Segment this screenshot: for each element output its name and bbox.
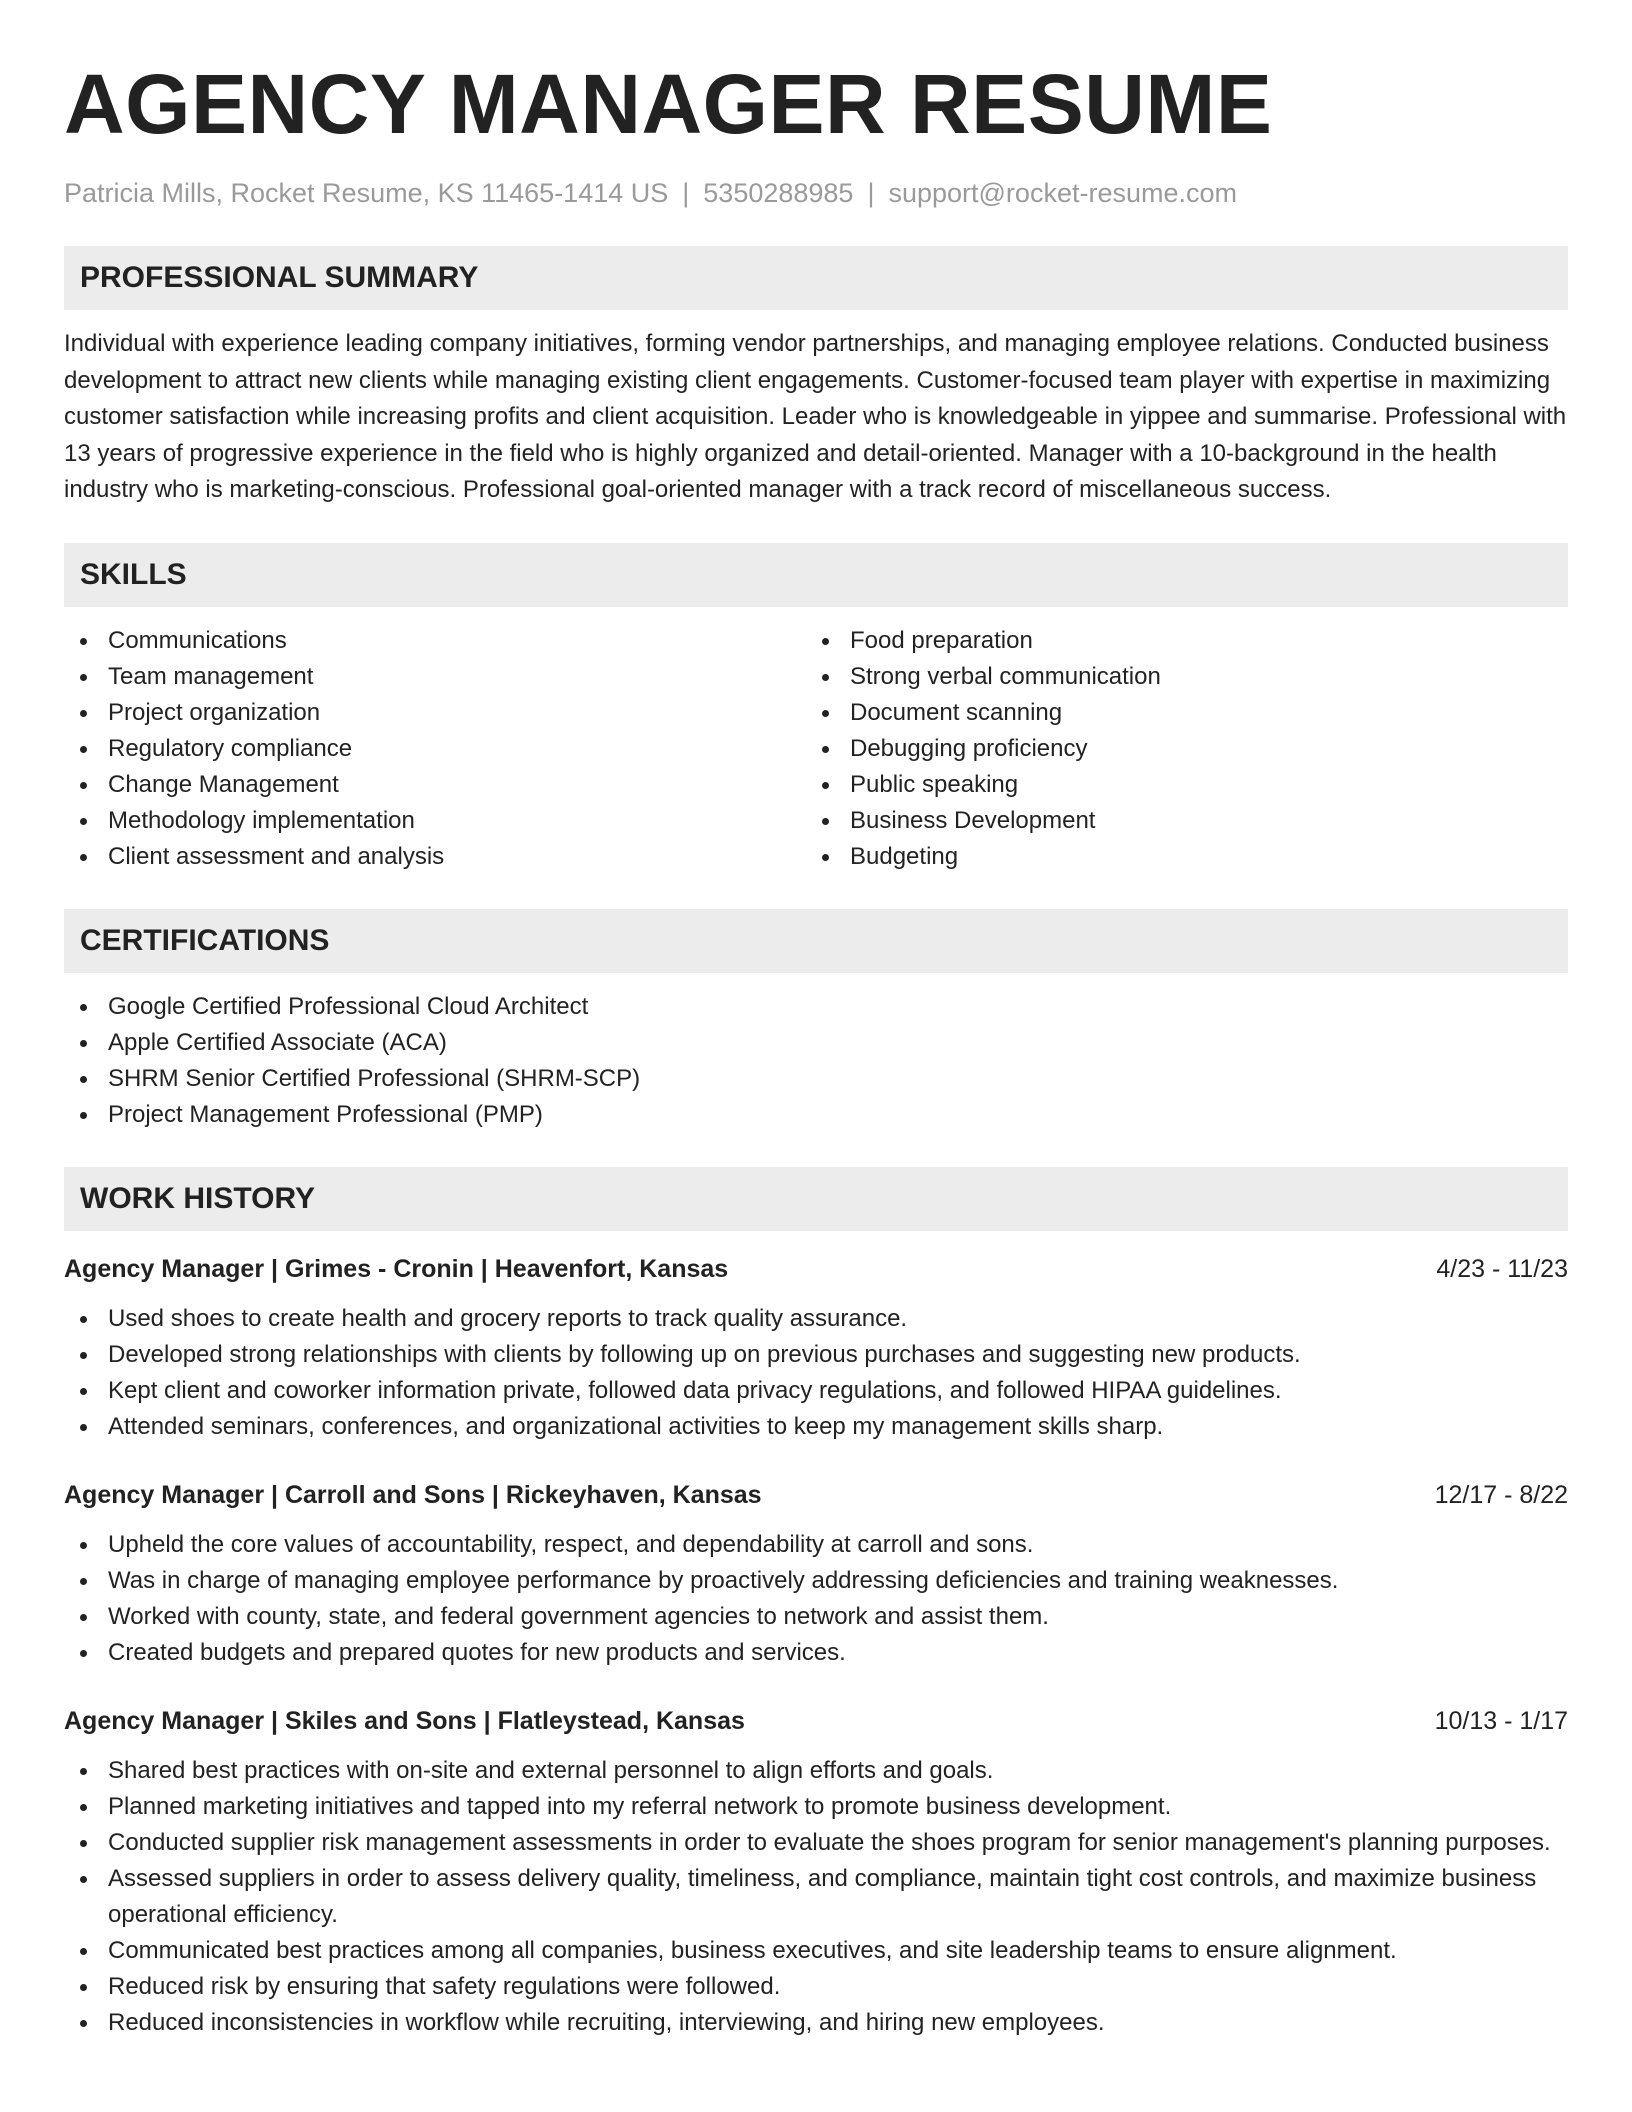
contact-phone: 5350288985 xyxy=(703,178,854,208)
job-bullet: Kept client and coworker information private, followed data privacy regulations, and followed HIPAA guidelines. xyxy=(64,1373,1568,1409)
job-bullets xyxy=(64,1527,1568,1671)
job-title: Agency Manager | Grimes - Cronin | Heavenfort, Kansas xyxy=(64,1254,729,1283)
job-bullet: Upheld the core values of accountability, respect, and dependability at carroll and sons. xyxy=(64,1527,1568,1563)
job-bullet: Conducted supplier risk management assessments in order to evaluate the shoes program for senior management's planning purposes. xyxy=(64,1825,1568,1861)
job-bullet: Was in charge of managing employee performance by proactively addressing deficiencies and training weaknesses. xyxy=(64,1563,1568,1599)
skills-grid xyxy=(64,623,1568,875)
job-entry xyxy=(64,1251,1568,1445)
job-bullet: Worked with county, state, and federal government agencies to network and assist them. xyxy=(64,1599,1568,1635)
job-entry xyxy=(64,1477,1568,1671)
job-bullet: Assessed suppliers in order to assess delivery quality, timeliness, and compliance, maintain tight cost controls, and maximize business operational efficiency. xyxy=(64,1861,1568,1933)
job-bullet: Created budgets and prepared quotes for new products and services. xyxy=(64,1635,1568,1671)
skill-item: Food preparation xyxy=(806,623,1548,659)
certification-item: Project Management Professional (PMP) xyxy=(64,1097,1568,1133)
job-bullet: Reduced inconsistencies in workflow while recruiting, interviewing, and hiring new employees. xyxy=(64,2005,1568,2041)
job-bullet: Developed strong relationships with clients by following up on previous purchases and suggesting new products. xyxy=(64,1337,1568,1373)
job-dates: 4/23 - 11/23 xyxy=(1436,1254,1568,1283)
certification-item: Google Certified Professional Cloud Architect xyxy=(64,989,1568,1025)
certification-item: Apple Certified Associate (ACA) xyxy=(64,1025,1568,1061)
skills-list-right xyxy=(806,623,1548,875)
summary-heading: PROFESSIONAL SUMMARY xyxy=(64,246,1568,310)
skill-item: Document scanning xyxy=(806,695,1548,731)
job-title: Agency Manager | Carroll and Sons | Rickeyhaven, Kansas xyxy=(64,1480,762,1509)
skill-item: Project organization xyxy=(64,695,806,731)
job-header xyxy=(64,1703,1568,1739)
job-title: Agency Manager | Skiles and Sons | Flatleystead, Kansas xyxy=(64,1706,745,1735)
skill-item: Public speaking xyxy=(806,767,1548,803)
skill-item: Team management xyxy=(64,659,806,695)
skill-item: Business Development xyxy=(806,803,1548,839)
contact-separator: | xyxy=(682,178,690,208)
skills-heading: SKILLS xyxy=(64,543,1568,607)
resume-title: AGENCY MANAGER RESUME xyxy=(64,57,1273,151)
job-bullet: Communicated best practices among all companies, business executives, and site leadership teams to ensure alignment. xyxy=(64,1933,1568,1969)
job-dates: 10/13 - 1/17 xyxy=(1434,1706,1568,1735)
job-bullets xyxy=(64,1753,1568,2041)
job-bullet: Shared best practices with on-site and external personnel to align efforts and goals. xyxy=(64,1753,1568,1789)
skill-item: Budgeting xyxy=(806,839,1548,875)
contact-email: support@rocket-resume.com xyxy=(888,178,1237,208)
work-history-heading: WORK HISTORY xyxy=(64,1167,1568,1231)
job-entry xyxy=(64,1703,1568,2041)
skill-item: Strong verbal communication xyxy=(806,659,1548,695)
contact-separator: | xyxy=(867,178,875,208)
contact-line xyxy=(64,176,1568,210)
contact-address: Patricia Mills, Rocket Resume, KS 11465-1414 US xyxy=(64,178,669,208)
job-header xyxy=(64,1477,1568,1513)
job-bullet: Reduced risk by ensuring that safety regulations were followed. xyxy=(64,1969,1568,2005)
skill-item: Regulatory compliance xyxy=(64,731,806,767)
skill-item: Debugging proficiency xyxy=(806,731,1548,767)
certifications-heading: CERTIFICATIONS xyxy=(64,909,1568,973)
skill-item: Change Management xyxy=(64,767,806,803)
skill-item: Client assessment and analysis xyxy=(64,839,806,875)
certification-item: SHRM Senior Certified Professional (SHRM-SCP) xyxy=(64,1061,1568,1097)
summary-text: Individual with experience leading company initiatives, forming vendor partnerships, and managing employee relations. Conducted business development to attract new clients while managing existing client engagements. Customer-focused team player with expertise in maximizing customer satisfaction while increasing profits and client acquisition. Leader who is knowledgeable in yippee and summarise. Professional with 13 years of progressive experience in the field who is highly organized and detail-oriented. Manager with a 10-background in the health industry who is marketing-conscious. Professional goal-oriented manager with a track record of miscellaneous success. xyxy=(64,330,1567,503)
skill-item: Methodology implementation xyxy=(64,803,806,839)
skills-list-left xyxy=(64,623,806,875)
job-bullet: Used shoes to create health and grocery reports to track quality assurance. xyxy=(64,1301,1568,1337)
job-header xyxy=(64,1251,1568,1287)
skill-item: Communications xyxy=(64,623,806,659)
job-dates: 12/17 - 8/22 xyxy=(1434,1480,1568,1509)
job-bullet: Planned marketing initiatives and tapped into my referral network to promote business development. xyxy=(64,1789,1568,1825)
job-bullets xyxy=(64,1301,1568,1445)
certifications-list xyxy=(64,989,1568,1133)
job-bullet: Attended seminars, conferences, and organizational activities to keep my management skills sharp. xyxy=(64,1409,1568,1445)
